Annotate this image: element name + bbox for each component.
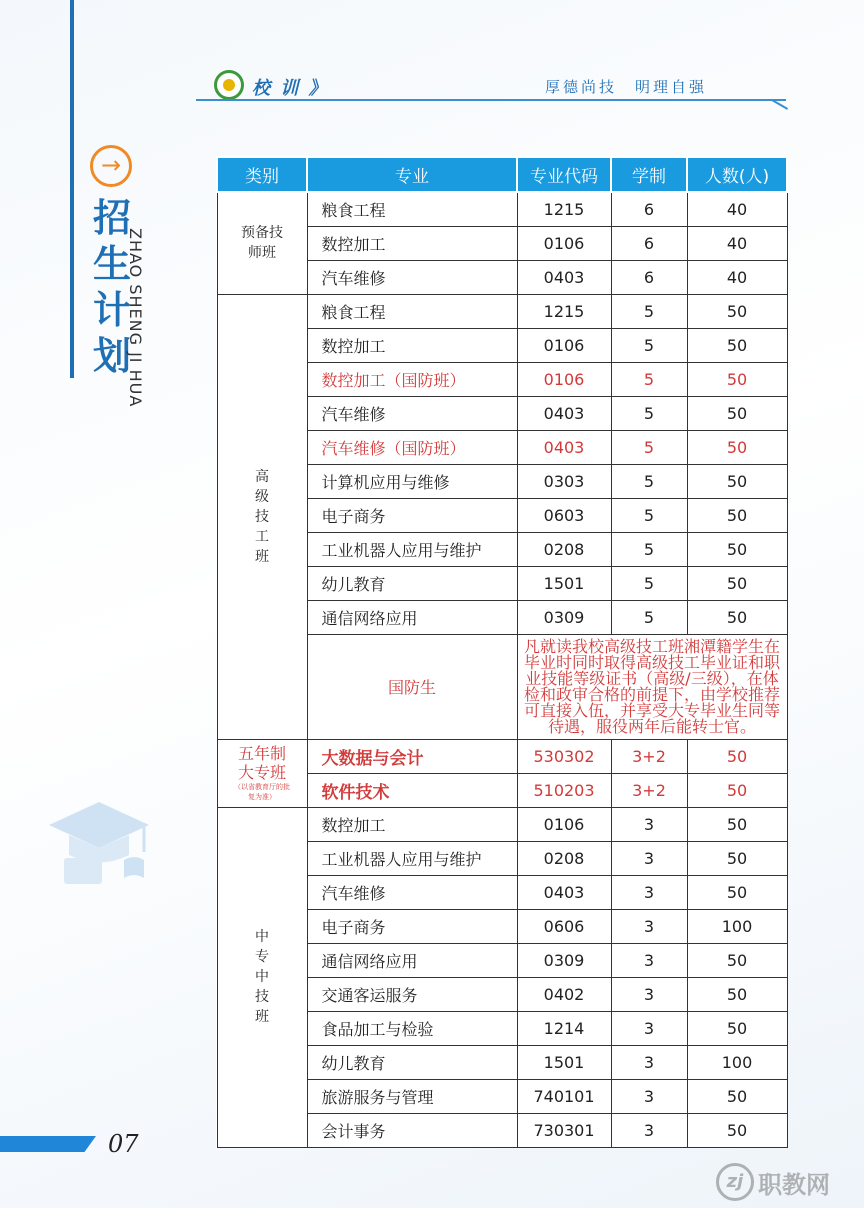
years-cell: 3 bbox=[611, 943, 687, 977]
major-cell: 工业机器人应用与维护 bbox=[307, 841, 517, 875]
count-cell: 50 bbox=[687, 773, 787, 807]
table-row-highlight bbox=[217, 739, 787, 773]
major-cell: 会计事务 bbox=[307, 1113, 517, 1147]
code-cell: 0403 bbox=[517, 396, 611, 430]
years-cell: 3+2 bbox=[611, 773, 687, 807]
count-cell: 50 bbox=[687, 362, 787, 396]
code-cell: 1215 bbox=[517, 294, 611, 328]
category-note: （以省教育厅的批复为准） bbox=[234, 783, 290, 801]
motto-label: 校 训 》 bbox=[252, 78, 329, 99]
years-cell: 5 bbox=[611, 362, 687, 396]
header-code: 专业代码 bbox=[517, 157, 611, 192]
count-cell: 50 bbox=[687, 875, 787, 909]
count-cell: 50 bbox=[687, 1113, 787, 1147]
years-cell: 5 bbox=[611, 430, 687, 464]
years-cell: 3 bbox=[611, 1045, 687, 1079]
watermark-text: 职教网 bbox=[758, 1170, 830, 1199]
count-cell: 50 bbox=[687, 600, 787, 634]
page-number-bar bbox=[0, 1136, 96, 1152]
major-cell: 数控加工 bbox=[307, 328, 517, 362]
count-cell: 40 bbox=[687, 192, 787, 226]
category-cell: 预备技师班 bbox=[217, 192, 307, 294]
years-cell: 5 bbox=[611, 566, 687, 600]
school-motto: 厚德尚技 明理自强 bbox=[545, 78, 708, 96]
count-cell: 40 bbox=[687, 260, 787, 294]
count-cell: 50 bbox=[687, 841, 787, 875]
count-cell: 50 bbox=[687, 498, 787, 532]
code-cell: 0603 bbox=[517, 498, 611, 532]
header-divider bbox=[196, 99, 786, 101]
count-cell: 100 bbox=[687, 1045, 787, 1079]
table-row bbox=[217, 807, 787, 841]
years-cell: 3 bbox=[611, 841, 687, 875]
years-cell: 3+2 bbox=[611, 739, 687, 773]
major-cell: 幼儿教育 bbox=[307, 1045, 517, 1079]
arrow-right-icon: → bbox=[90, 145, 132, 187]
major-cell: 汽车维修 bbox=[307, 260, 517, 294]
years-cell: 3 bbox=[611, 1079, 687, 1113]
major-cell: 汽车维修 bbox=[307, 875, 517, 909]
header-count: 人数(人) bbox=[687, 157, 787, 192]
code-cell: 0106 bbox=[517, 328, 611, 362]
enrollment-plan-table bbox=[216, 156, 788, 1148]
count-cell: 50 bbox=[687, 464, 787, 498]
code-cell: 0303 bbox=[517, 464, 611, 498]
major-cell: 电子商务 bbox=[307, 909, 517, 943]
section-title: 招生计划 bbox=[92, 195, 131, 378]
major-cell: 汽车维修（国防班） bbox=[307, 430, 517, 464]
code-cell: 0309 bbox=[517, 943, 611, 977]
code-cell: 0106 bbox=[517, 226, 611, 260]
years-cell: 5 bbox=[611, 396, 687, 430]
code-cell: 0208 bbox=[517, 841, 611, 875]
code-cell: 1501 bbox=[517, 1045, 611, 1079]
count-cell: 50 bbox=[687, 294, 787, 328]
years-cell: 5 bbox=[611, 294, 687, 328]
major-cell: 数控加工 bbox=[307, 807, 517, 841]
years-cell: 6 bbox=[611, 226, 687, 260]
code-cell: 0402 bbox=[517, 977, 611, 1011]
years-cell: 5 bbox=[611, 498, 687, 532]
years-cell: 3 bbox=[611, 1113, 687, 1147]
years-cell: 3 bbox=[611, 875, 687, 909]
school-logo-icon bbox=[214, 70, 244, 100]
major-cell: 大数据与会计 bbox=[307, 739, 517, 773]
category-cell: 高级技工班 bbox=[217, 294, 307, 739]
code-cell: 0403 bbox=[517, 260, 611, 294]
category-cell: 中专中技班 bbox=[217, 807, 307, 1147]
code-cell: 740101 bbox=[517, 1079, 611, 1113]
code-cell: 1501 bbox=[517, 566, 611, 600]
major-cell: 数控加工 bbox=[307, 226, 517, 260]
category-label: 五年制大专班 bbox=[237, 744, 286, 782]
header-years: 学制 bbox=[611, 157, 687, 192]
count-cell: 50 bbox=[687, 739, 787, 773]
count-cell: 50 bbox=[687, 532, 787, 566]
code-cell: 0208 bbox=[517, 532, 611, 566]
count-cell: 50 bbox=[687, 1011, 787, 1045]
count-cell: 100 bbox=[687, 909, 787, 943]
major-cell: 幼儿教育 bbox=[307, 566, 517, 600]
count-cell: 50 bbox=[687, 807, 787, 841]
major-cell: 食品加工与检验 bbox=[307, 1011, 517, 1045]
major-cell: 工业机器人应用与维护 bbox=[307, 532, 517, 566]
section-title-pinyin: ZHAO SHENG JI HUA bbox=[126, 228, 145, 408]
years-cell: 5 bbox=[611, 600, 687, 634]
count-cell: 50 bbox=[687, 1079, 787, 1113]
major-cell: 数控加工（国防班） bbox=[307, 362, 517, 396]
count-cell: 50 bbox=[687, 566, 787, 600]
table-row bbox=[217, 294, 787, 328]
years-cell: 6 bbox=[611, 260, 687, 294]
years-cell: 6 bbox=[611, 192, 687, 226]
major-cell: 通信网络应用 bbox=[307, 600, 517, 634]
guard-label: 国防生 bbox=[307, 634, 517, 739]
code-cell: 0403 bbox=[517, 875, 611, 909]
code-cell: 510203 bbox=[517, 773, 611, 807]
count-cell: 50 bbox=[687, 430, 787, 464]
watermark-logo-icon: zj bbox=[716, 1163, 754, 1201]
major-cell: 粮食工程 bbox=[307, 294, 517, 328]
major-cell: 电子商务 bbox=[307, 498, 517, 532]
code-cell: 0606 bbox=[517, 909, 611, 943]
years-cell: 5 bbox=[611, 328, 687, 362]
code-cell: 1214 bbox=[517, 1011, 611, 1045]
guard-note: 凡就读我校高级技工班湘潭籍学生在毕业时同时取得高级技工毕业证和职业技能等级证书（高级/三级），在体检和政审合格的前提下，由学校推荐可直接入伍，并享受大专毕业生同等待遇，服役两年后能转士官。 bbox=[517, 634, 787, 739]
left-accent-bar bbox=[70, 0, 74, 378]
count-cell: 50 bbox=[687, 943, 787, 977]
major-cell: 通信网络应用 bbox=[307, 943, 517, 977]
years-cell: 5 bbox=[611, 532, 687, 566]
years-cell: 3 bbox=[611, 977, 687, 1011]
count-cell: 40 bbox=[687, 226, 787, 260]
major-cell: 计算机应用与维修 bbox=[307, 464, 517, 498]
major-cell: 旅游服务与管理 bbox=[307, 1079, 517, 1113]
code-cell: 530302 bbox=[517, 739, 611, 773]
count-cell: 50 bbox=[687, 977, 787, 1011]
header-category: 类别 bbox=[217, 157, 307, 192]
watermark bbox=[716, 1162, 862, 1202]
code-cell: 1215 bbox=[517, 192, 611, 226]
years-cell: 3 bbox=[611, 1011, 687, 1045]
table-header-row bbox=[217, 157, 787, 192]
major-cell: 交通客运服务 bbox=[307, 977, 517, 1011]
major-cell: 粮食工程 bbox=[307, 192, 517, 226]
count-cell: 50 bbox=[687, 396, 787, 430]
years-cell: 3 bbox=[611, 909, 687, 943]
code-cell: 0309 bbox=[517, 600, 611, 634]
header-major: 专业 bbox=[307, 157, 517, 192]
category-cell bbox=[217, 739, 307, 807]
major-cell: 软件技术 bbox=[307, 773, 517, 807]
count-cell: 50 bbox=[687, 328, 787, 362]
code-cell: 0106 bbox=[517, 807, 611, 841]
table-row bbox=[217, 192, 787, 226]
code-cell: 0106 bbox=[517, 362, 611, 396]
graduation-cap-icon bbox=[44, 790, 154, 890]
years-cell: 5 bbox=[611, 464, 687, 498]
page-number: 07 bbox=[108, 1130, 139, 1158]
code-cell: 730301 bbox=[517, 1113, 611, 1147]
code-cell: 0403 bbox=[517, 430, 611, 464]
major-cell: 汽车维修 bbox=[307, 396, 517, 430]
years-cell: 3 bbox=[611, 807, 687, 841]
